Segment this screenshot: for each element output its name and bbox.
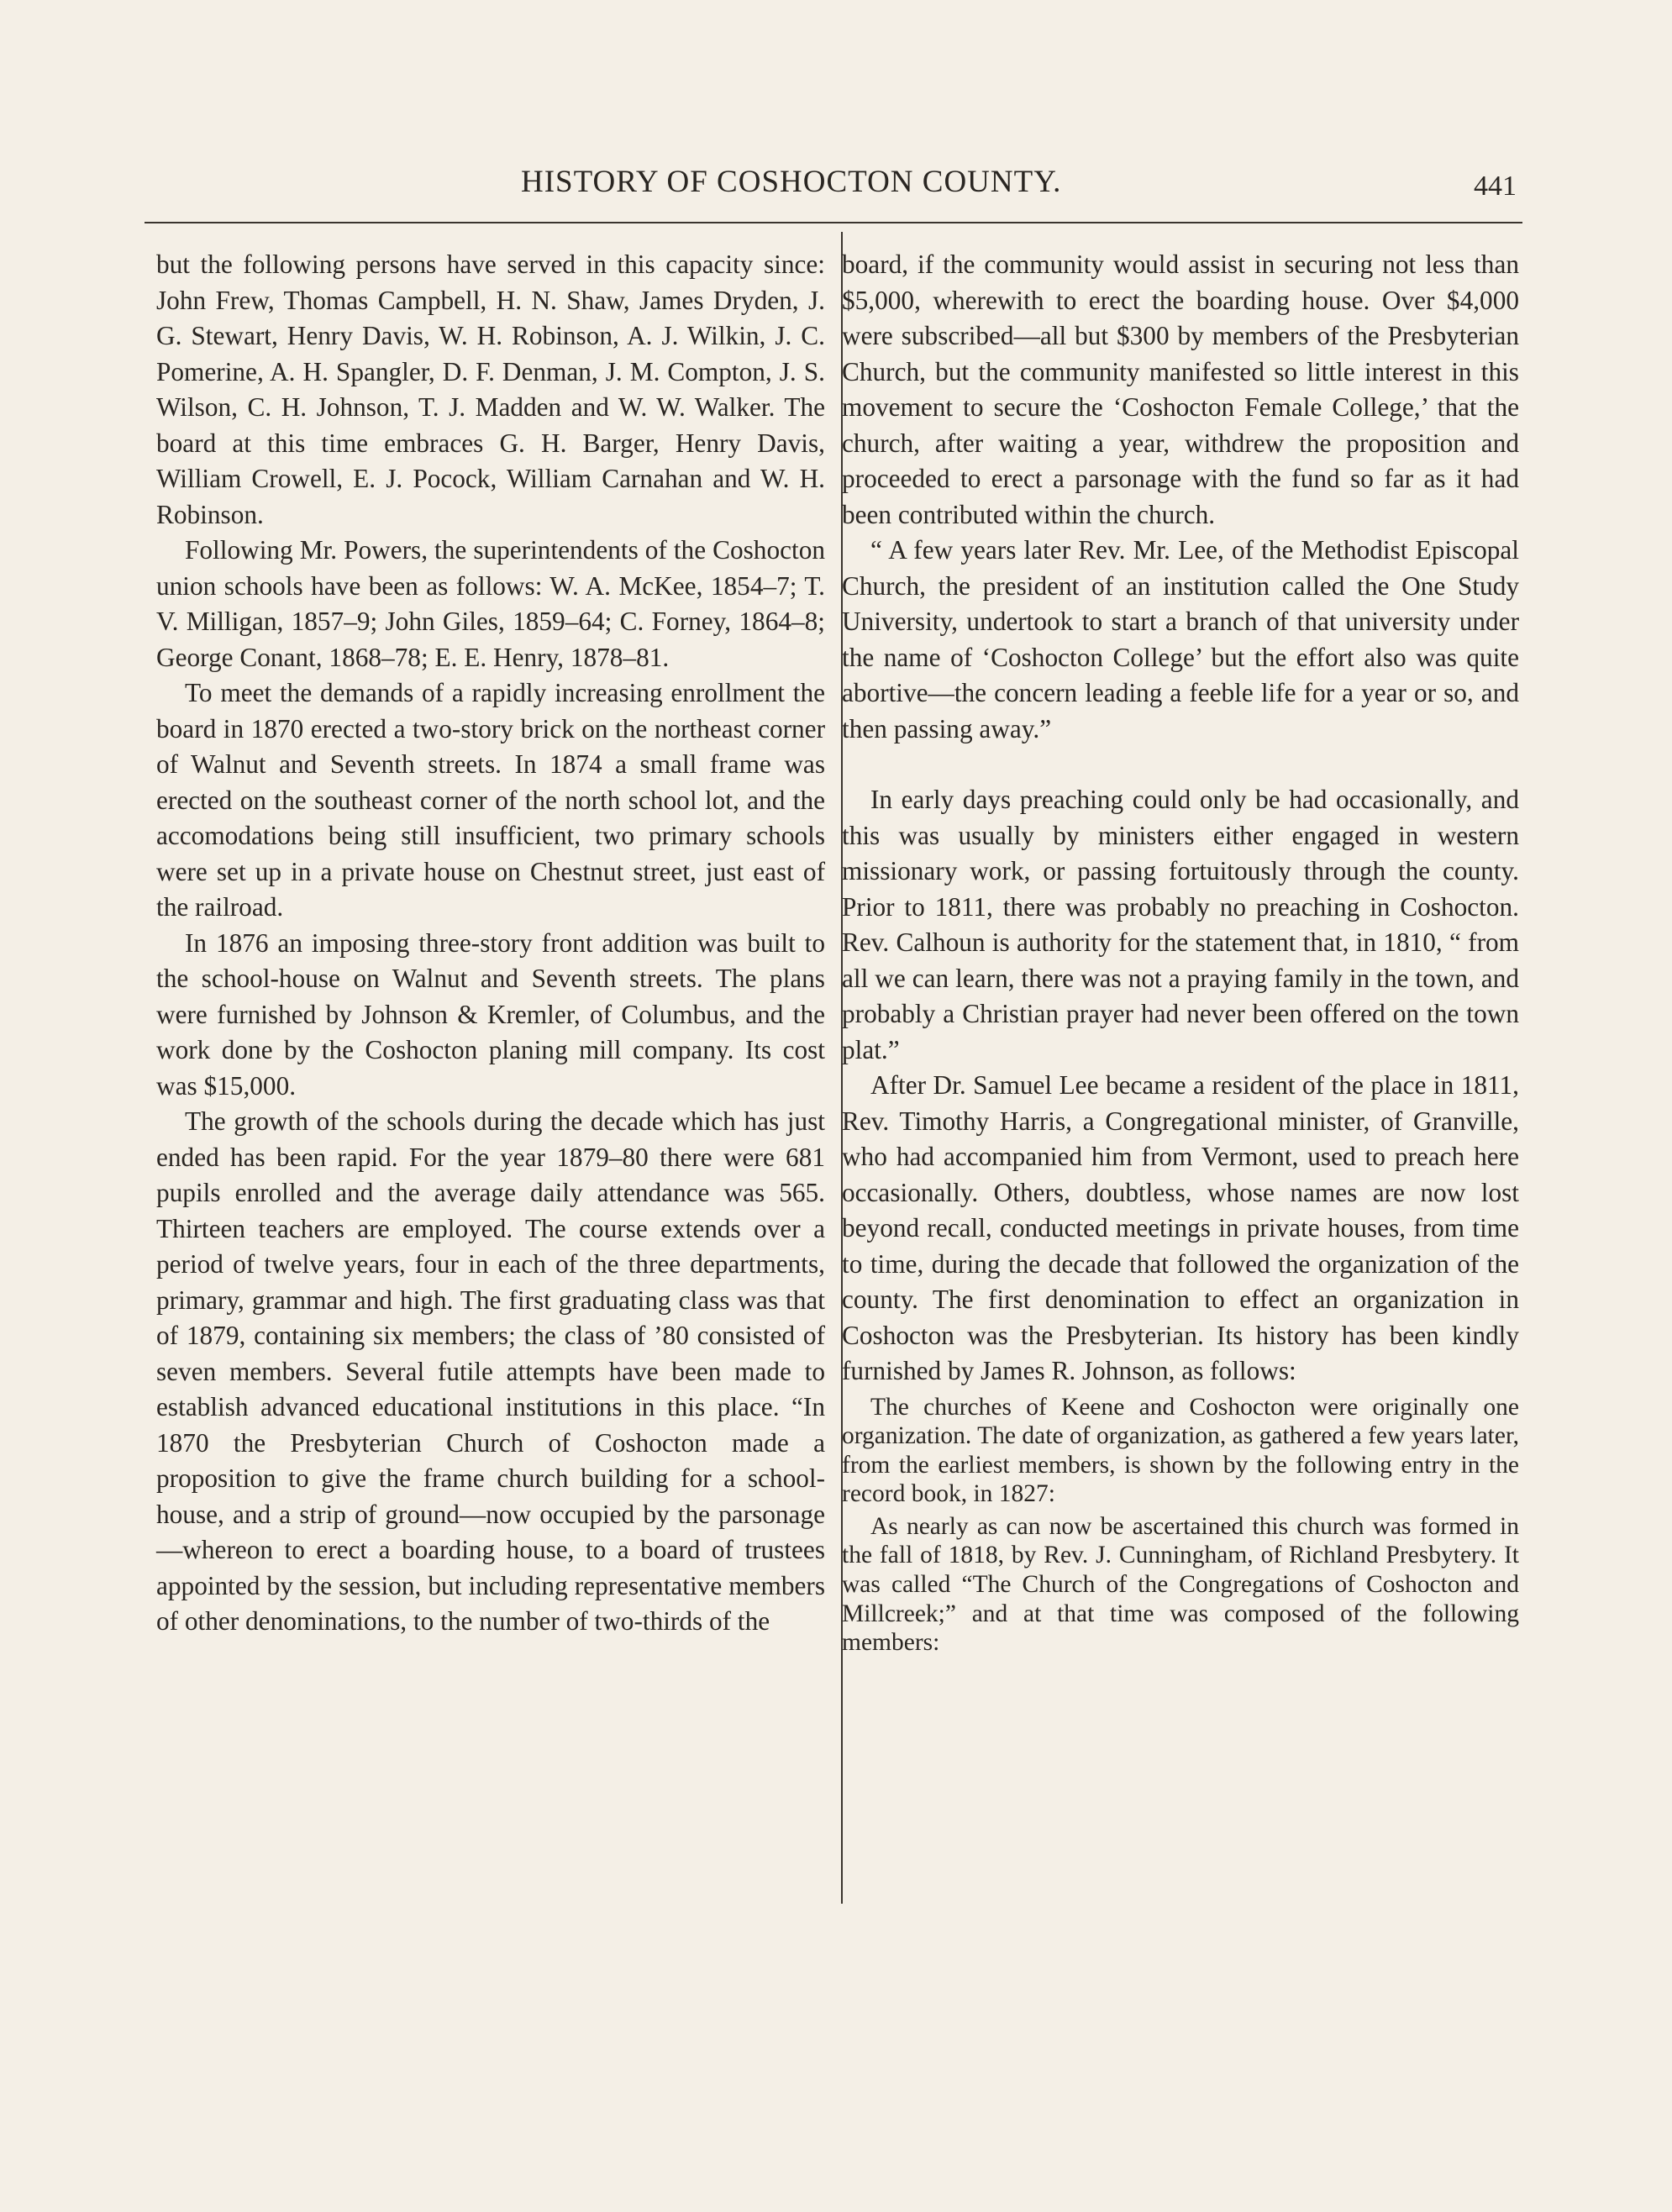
- left-column: [156, 247, 825, 1640]
- paragraph-board-members: but the following persons have served in this capacity since: John Frew, Thomas Campbell, H. N. Shaw, James Dryden, J. G. Stewart, Henry Davis, W. H. Robinson, A. J. Wilkin, J. C. Pomerine, A. H. Spangler, D. F. Denman, J. M. Compton, J. S. Wilson, C. H. Johnson, T. J. Madden and W. W. Walker. The board at this time embraces G. H. Barger, Henry Davis, William Crowell, E. J. Pocock, William Carnahan and W. H. Robinson.: [156, 250, 825, 529]
- paragraph-church-formed: As nearly as can now be ascertained this church was formed in the fall of 1818, by Rev. J. Cunningham, of Richland Presbytery. It was called “The Church of the Congregations of Coshocton and Millcreek;” and at that time was composed of the following members:: [842, 1512, 1519, 1657]
- page-number: 441: [1474, 171, 1517, 202]
- paragraph-samuel-lee: After Dr. Samuel Lee became a resident of the place in 1811, Rev. Timothy Harris, a Congregational minister, of Granville, who had accompanied him from Vermont, used to preach here occasionally. Others, doubtless, whose names are now lost beyond recall, conducted meetings in private houses, from time to time, during the decade that followed the organization of the county. The first denomination to effect an organization in Coshocton was the Presbyterian. Its history has been kindly furnished by James R. Johnson, as follows:: [842, 1070, 1519, 1385]
- paragraph-keene-churches: The churches of Keene and Coshocton were originally one organization. The date of organization, as gathered a few years later, from the earliest members, is shown by the following entry in the record book, in 1827:: [842, 1393, 1519, 1508]
- paragraph-enrollment: To meet the demands of a rapidly increasing enrollment the board in 1870 erected a two-story brick on the northeast corner of Walnut and Seventh streets. In 1874 a small frame was erected on the southeast corner of the north school lot, and the accomodations being still insufficient, two primary schools were set up in a private house on Chestnut street, just east of the railroad.: [156, 678, 825, 922]
- paragraph-superintendents: Following Mr. Powers, the superintendents of the Coshocton union schools have been as follows: W. A. McKee, 1854–7; T. V. Milligan, 1857–9; John Giles, 1859–64; C. Forney, 1864–8; George Conant, 1868–78; E. E. Henry, 1878–81.: [156, 535, 825, 672]
- running-title: HISTORY OF COSHOCTON COUNTY.: [521, 165, 1062, 199]
- paragraph-growth: The growth of the schools during the decade which has just ended has been rapid. For the year 1879–80 there were 681 pupils enrolled and the average daily attendance was 565. Thirteen teachers are employed. The course extends over a period of twelve years, four in each of the three departments, primary, grammar and high. The first graduating class was that of 1879, containing six members; the class of ’80 consisted of seven members. Several futile attempts have been made to establish advanced educational institutions in this place. “In 1870 the Presbyterian Church of Coshocton made a proposition to give the frame church building for a school-house, and a strip of ground—now occupied by the parsonage—whereon to erect a boarding house, to a board of trustees appointed by the session, but including representative members of other denominations, to the number of two-thirds of the: [156, 1106, 825, 1636]
- paragraph-early-preaching: In early days preaching could only be had occasionally, and this was usually by ministers either engaged in western missionary work, or passing fortuitously through the county. Prior to 1811, there was probably no preaching in Coshocton. Rev. Calhoun is authority for the statement that, in 1810, “ from all we can learn, there was not a praying family in the town, and probably a Christian prayer had never been offered on the town plat.”: [842, 785, 1519, 1064]
- paragraph-female-college: board, if the community would assist in securing not less than $5,000, wherewith to erect the boarding house. Over $4,000 were subscribed—all but $300 by members of the Presbyterian Church, but the community manifested so little interest in this movement to secure the ‘Coshocton Female College,’ that the church, after waiting a year, withdrew the proposition and proceeded to erect a parsonage with the fund so far as it had been contributed within the church.: [842, 250, 1519, 529]
- paragraph-coshocton-college: “ A few years later Rev. Mr. Lee, of the Methodist Episcopal Church, the president of an institution called the One Study University, undertook to start a branch of that university under the name of ‘Coshocton College’ but the effort also was quite abortive—the concern leading a feeble life for a year or so, and then passing away.”: [842, 535, 1519, 743]
- right-column: [842, 247, 1519, 1658]
- paragraph-1876-addition: In 1876 an imposing three-story front addition was built to the school-house on Walnut and Seventh streets. The plans were furnished by Johnson & Kremler, of Columbus, and the work done by the Coshocton planing mill company. Its cost was $15,000.: [156, 927, 825, 1101]
- header-rule: [145, 222, 1522, 223]
